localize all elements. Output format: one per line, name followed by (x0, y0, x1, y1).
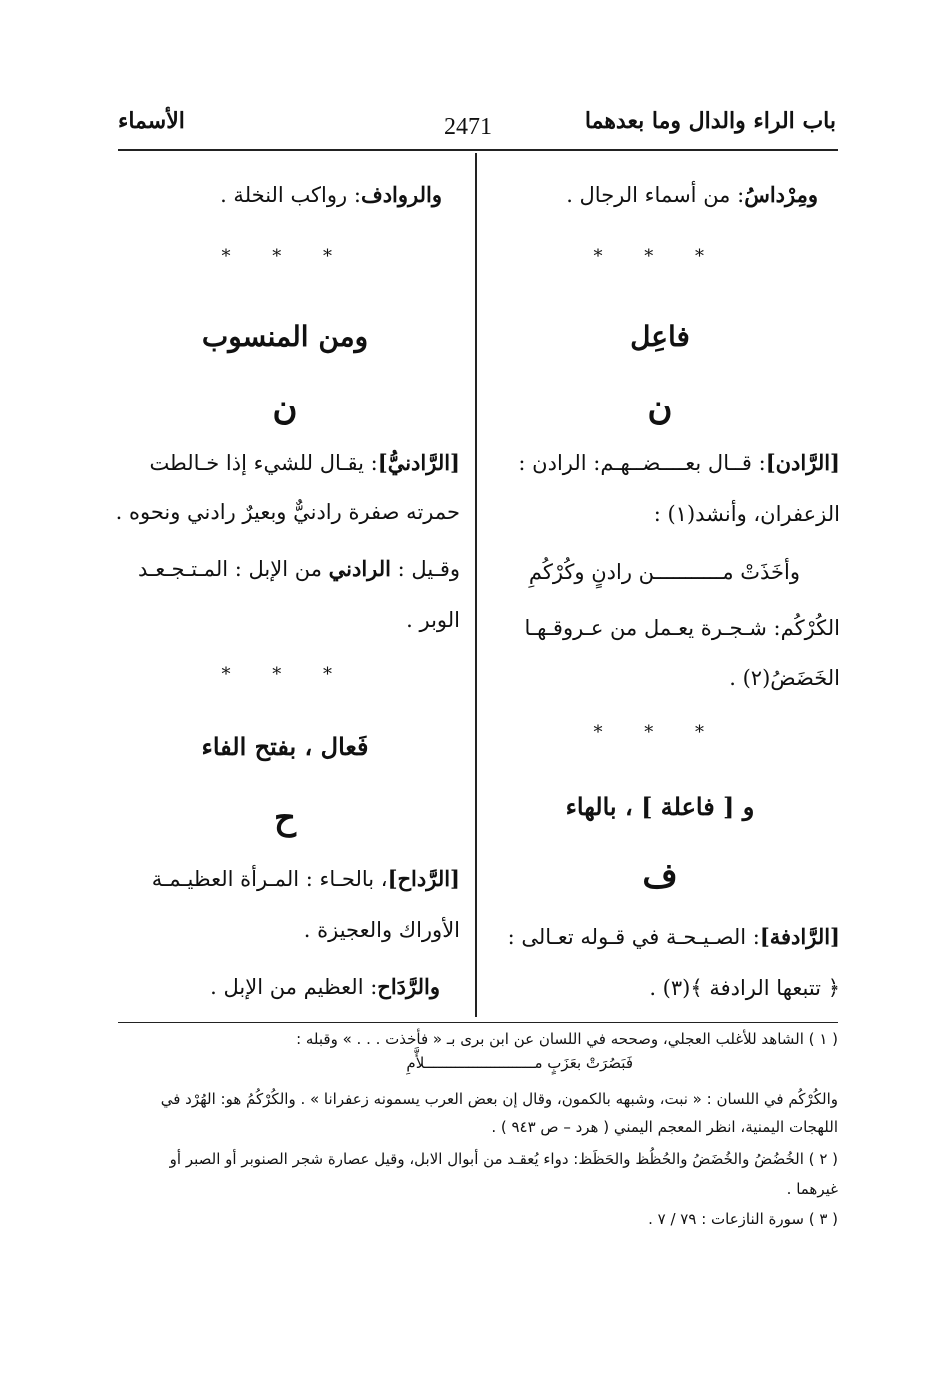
footnote-1-line3: اللهجات اليمنية، انظر المعجم اليمني ( هرد – ص ٩٤٣ ) . (491, 1118, 838, 1136)
page-number: 2471 (444, 114, 492, 140)
letter-heading: ح (274, 798, 296, 838)
headword: [الرَّادنيُّ] (377, 450, 460, 475)
entry-radin: [الرَّادن]: قــال بعــــضــهـم: الرادن : (518, 450, 840, 475)
entry-rawadif (220, 182, 442, 207)
text-line: الزعفران، وأنشد(١) : (653, 502, 840, 526)
header-chapter-title: باب الراء والدال وما بعدهما (584, 108, 836, 134)
section-heading: ومن المنسوب (201, 320, 369, 353)
letter-heading: ف (642, 856, 678, 896)
section-separator: * * * (221, 664, 350, 685)
headword: [الرَّادن] (765, 450, 840, 475)
entry-mirdas (566, 182, 818, 207)
definition: : رواكب النخلة . (220, 183, 361, 207)
entry-radini: [الرَّادنيُّ]: يقـال للشيء إذا خـالطت (149, 450, 460, 475)
section-separator: * * * (593, 246, 722, 267)
column-divider (475, 153, 477, 1017)
quran-quote: ﴿ تتبعها الرادفة ﴾(٣) . (649, 976, 840, 1000)
text-line: حمرته صفرة رادنيٌّ وبعيرٌ رادني ونحوه . (115, 500, 460, 524)
headword: والرَّدَاح (377, 974, 440, 999)
entry-radah: [الرَّداح]، بالحـاء : المـرأة العظيـمـة (151, 866, 460, 891)
section-separator: * * * (593, 722, 722, 743)
header-rule (118, 149, 838, 151)
text-line: وقـيل : الرادني من الإبل : المـتـجـعـد (138, 556, 460, 581)
pattern-heading: و [ فاعلة ] ، بالهاء (565, 792, 755, 821)
text-line: الوبر . (406, 608, 460, 632)
headword: الرادني (328, 556, 391, 581)
entry-radifa: [الرَّادفة]: الصـيـحـة في قـوله تعـالى : (507, 924, 840, 949)
verse-line: وأخَذَتْ مـــــــــــن رادنٍ وكُرْكُمِ (528, 560, 800, 584)
header-section-title: الأسماء (118, 108, 185, 134)
letter-heading: ن (272, 388, 298, 428)
section-separator: * * * (221, 246, 350, 267)
page-header (118, 108, 836, 148)
footnote-1-line1: ( ١ ) الشاهد للأغلب العجلي، وصححه في اللسان عن ابن برى بـ « فأخذت . . . » وقبله : (296, 1030, 838, 1048)
footnote-rule (118, 1022, 838, 1023)
pattern-heading: فَعال ، بفتح الفاء (201, 732, 369, 761)
definition: : من أسماء الرجال . (566, 183, 745, 207)
headword: [الرَّادفة] (759, 924, 840, 949)
text-line: الكُرْكُم: شـجـرة يعـمل من عـروقـهـا (524, 616, 840, 640)
pattern-heading: فاعِل (630, 320, 690, 353)
footnote-3: ( ٣ ) سورة النازعات : ٧٩ / ٧ . (648, 1210, 838, 1228)
text-line: الأوراك والعجيزة . (303, 918, 460, 942)
letter-heading: ن (647, 388, 673, 428)
footnote-2-line2: غيرهما . (786, 1180, 838, 1198)
footnote-2-line1: ( ٢ ) الخُضُضُ والخُضَضُ والحُظُظ والحَظَظ: دواء يُعقـد من أبوال الابل، وقيل عصارة شجر الصنوبر أو الصبر أو (169, 1150, 838, 1168)
entry-radah-camel: والرَّدَاح: العظيم من الإبل . (210, 974, 440, 999)
headword: والروادف (360, 182, 442, 207)
footnote-1-line2: والكُرْكُم في اللسان : « نبت، وشبهه بالكمون، وقال إن بعض العرب يسمونه زعفرانا » . والكُرْكُمُ هو: الهُرْد في (160, 1090, 838, 1108)
text-line: الخَضَضُ(٢) . (729, 666, 840, 690)
headword: ومِرْداسُ (744, 182, 818, 207)
footnote-1-verse: فَبَصُرَتْ بعَزَبٍ مـــــــــــــــــــــــــلأَّمِ (406, 1054, 633, 1072)
headword: [الرَّداح] (387, 866, 460, 891)
